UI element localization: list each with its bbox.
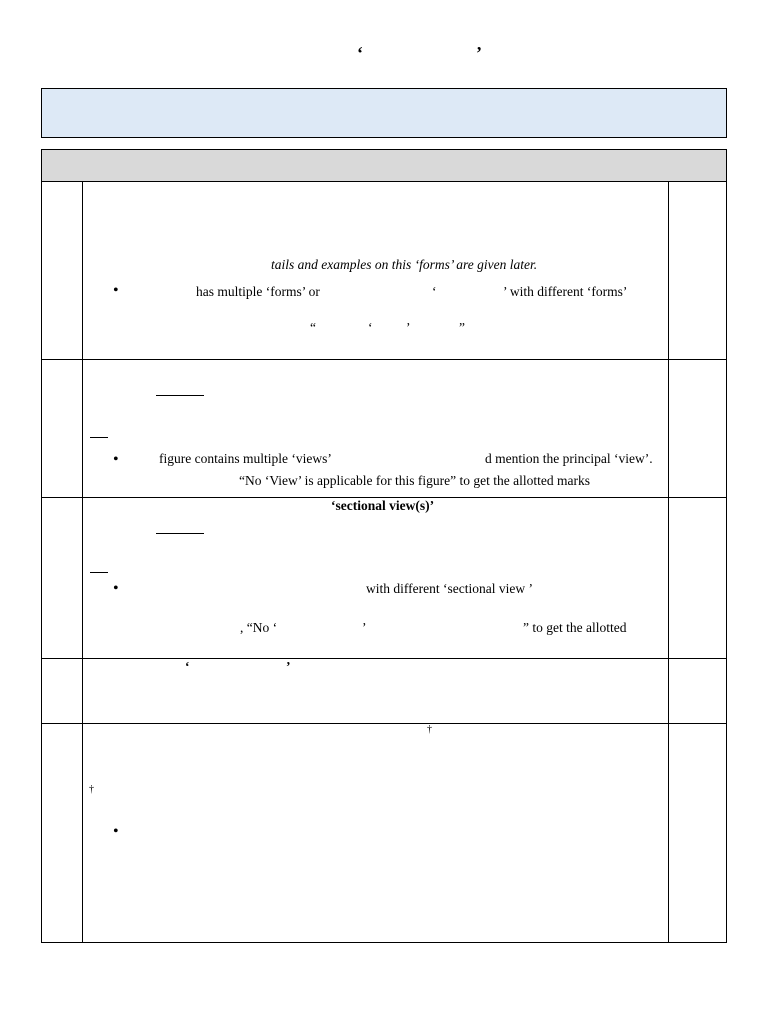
row1-quote-ldquo: “	[310, 320, 316, 335]
title-close-quote: ’	[476, 43, 482, 63]
row3-line-a: , “No ‘	[240, 620, 278, 635]
row3-line-c: ” to get the allotted	[523, 620, 627, 635]
row3-underline	[156, 533, 204, 534]
table-row-2	[41, 360, 727, 498]
row2-line2: “No ‘View’ is applicable for this figure” to get the allotted marks	[239, 473, 590, 488]
row2-short-underline	[90, 437, 108, 438]
table-row-4	[41, 659, 727, 724]
column-divider	[668, 360, 669, 497]
row1-italic-note: tails and examples on this ‘forms’ are given later.	[271, 257, 538, 272]
column-divider	[82, 659, 83, 723]
row3-short-underline	[90, 572, 108, 573]
table-row-1	[41, 181, 727, 360]
row1-quote-rdquo: ”	[459, 320, 465, 335]
column-divider	[82, 360, 83, 497]
table-row-3	[41, 498, 727, 659]
row5-bullet: •	[113, 823, 119, 840]
row5-dagger-left: †	[89, 784, 94, 795]
row5-dagger-top: †	[427, 724, 432, 735]
column-divider	[82, 724, 83, 942]
column-divider	[82, 498, 83, 658]
row1-bullet-text-a: has multiple ‘forms’ or	[196, 284, 320, 299]
column-divider	[668, 181, 669, 359]
row3-heading: ‘sectional view(s)’	[331, 498, 435, 513]
row2-underline	[156, 395, 204, 396]
row1-bullet: •	[113, 282, 119, 299]
column-divider	[668, 659, 669, 723]
column-divider	[82, 181, 83, 359]
row1-bullet-text-b: ‘	[432, 284, 437, 299]
row1-quote-lsquo: ‘	[368, 320, 373, 335]
row3-bullet-text: with different ‘sectional view ’	[366, 581, 533, 596]
row2-bullet: •	[113, 451, 119, 468]
title-open-quote: ‘	[357, 43, 363, 63]
row2-bullet-text-b: d mention the principal ‘view’.	[485, 451, 653, 466]
info-banner	[41, 88, 727, 138]
table-row-5	[41, 724, 727, 943]
table-header	[41, 149, 727, 182]
row4-close-quote: ’	[286, 659, 291, 674]
column-divider	[668, 724, 669, 942]
row2-bullet-text-a: figure contains multiple ‘views’	[159, 451, 332, 466]
row1-quote-rsquo: ’	[406, 320, 411, 335]
row3-bullet: •	[113, 580, 119, 597]
column-divider	[668, 498, 669, 658]
row3-line-b: ’	[362, 620, 367, 635]
row1-bullet-text-c: ’ with different ‘forms’	[503, 284, 628, 299]
row4-open-quote: ‘	[185, 659, 190, 674]
